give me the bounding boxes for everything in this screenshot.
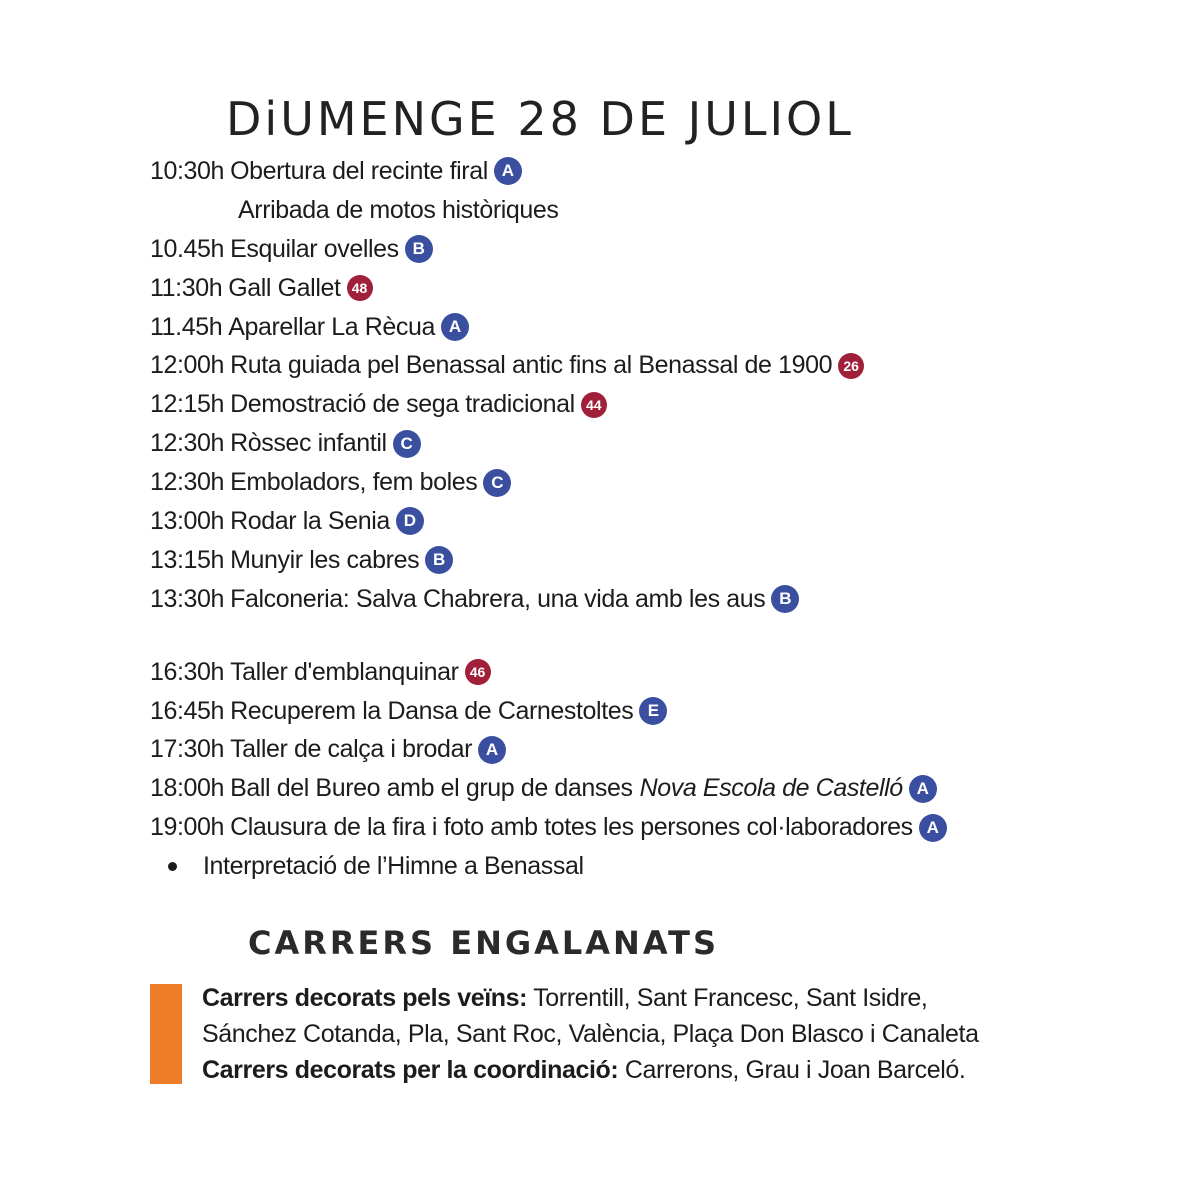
schedule-time: 12:00h bbox=[150, 351, 225, 380]
schedule-activity: Aparellar La Rècua bbox=[228, 312, 436, 341]
schedule-activity: Gall Gallet bbox=[228, 273, 341, 302]
schedule-time: 17:30h bbox=[150, 735, 225, 764]
schedule-row bbox=[150, 346, 1170, 385]
location-badge: A bbox=[919, 814, 947, 842]
decor-line bbox=[202, 1052, 1162, 1088]
schedule-time: 13:00h bbox=[150, 506, 225, 535]
schedule-activity: Esquilar ovelles bbox=[230, 234, 399, 263]
decor-line bbox=[202, 980, 1162, 1016]
schedule-time: 19:00h bbox=[150, 813, 225, 842]
schedule-activity: Ball del Bureo amb el grup de danses bbox=[230, 774, 633, 803]
schedule-row bbox=[150, 152, 1170, 191]
schedule-time: 13:30h bbox=[150, 584, 225, 613]
bullet-text: Interpretació de l’Himne a Benassal bbox=[203, 852, 584, 881]
location-badge: 46 bbox=[465, 659, 491, 685]
location-badge: E bbox=[639, 697, 667, 725]
schedule-time: 16:30h bbox=[150, 657, 225, 686]
schedule-activity: Arribada de motos històriques bbox=[238, 195, 559, 224]
page-title: DiUMENGE 28 DE JULIOL bbox=[226, 92, 854, 146]
coord-label: Carrers decorats per la coordinació: bbox=[202, 1056, 619, 1084]
neighbors-streets: Torrentill, Sant Francesc, Sant Isidre, bbox=[527, 984, 928, 1012]
schedule-row bbox=[150, 385, 1170, 424]
decorated-streets bbox=[202, 980, 1162, 1088]
schedule-row bbox=[150, 230, 1170, 269]
location-badge: A bbox=[909, 775, 937, 803]
schedule-time: 11.45h bbox=[150, 312, 223, 341]
neighbors-label: Carrers decorats pels veïns: bbox=[202, 984, 528, 1012]
schedule-activity: Emboladors, fem boles bbox=[230, 468, 478, 497]
location-badge: B bbox=[405, 235, 433, 263]
bullet-dot-icon bbox=[168, 862, 177, 871]
schedule-row bbox=[150, 308, 1170, 347]
schedule-activity: Demostració de sega tradicional bbox=[230, 390, 575, 419]
location-badge: A bbox=[494, 157, 522, 185]
accent-bar bbox=[150, 984, 182, 1084]
schedule-time: 12:15h bbox=[150, 390, 225, 419]
location-badge: 26 bbox=[838, 353, 864, 379]
schedule-row bbox=[150, 580, 1170, 619]
section-title: CARRERS ENGALANATS bbox=[248, 924, 719, 962]
schedule-row bbox=[150, 191, 1170, 230]
schedule-row bbox=[150, 502, 1170, 541]
schedule-row bbox=[150, 730, 1170, 769]
schedule-activity: Ròssec infantil bbox=[230, 429, 387, 458]
bullet-item bbox=[150, 847, 1170, 886]
coord-streets: Carrerons, Grau i Joan Barceló. bbox=[618, 1056, 966, 1084]
schedule-time: 11:30h bbox=[150, 273, 223, 302]
location-badge: A bbox=[478, 736, 506, 764]
schedule-time: 10:30h bbox=[150, 156, 225, 185]
schedule-row bbox=[150, 769, 1170, 808]
location-badge: D bbox=[396, 507, 424, 535]
location-badge: C bbox=[483, 469, 511, 497]
schedule-time: 13:15h bbox=[150, 545, 225, 574]
location-badge: 44 bbox=[581, 392, 607, 418]
schedule-row bbox=[150, 541, 1170, 580]
schedule-row bbox=[150, 808, 1170, 847]
schedule-time: 16:45h bbox=[150, 696, 225, 725]
schedule-list bbox=[150, 152, 1170, 886]
schedule-activity: Rodar la Senia bbox=[230, 506, 390, 535]
location-badge: B bbox=[425, 546, 453, 574]
schedule-activity: Clausura de la fira i foto amb totes les persones col·laboradores bbox=[230, 813, 913, 842]
location-badge: A bbox=[441, 313, 469, 341]
schedule-activity: Ruta guiada pel Benassal antic fins al Benassal de 1900 bbox=[230, 351, 833, 380]
schedule-activity: Falconeria: Salva Chabrera, una vida amb les aus bbox=[230, 584, 766, 613]
schedule-activity: Taller de calça i brodar bbox=[230, 735, 472, 764]
schedule-time: 12:30h bbox=[150, 429, 225, 458]
location-badge: 48 bbox=[347, 275, 373, 301]
location-badge: C bbox=[393, 430, 421, 458]
decor-line: Sánchez Cotanda, Pla, Sant Roc, València, Plaça Don Blasco i Canaleta bbox=[202, 1020, 979, 1048]
group-name: Nova Escola de Castelló bbox=[639, 774, 903, 803]
schedule-activity: Taller d'emblanquinar bbox=[230, 657, 459, 686]
schedule-activity: Munyir les cabres bbox=[230, 545, 420, 574]
schedule-time: 10.45h bbox=[150, 234, 225, 263]
schedule-activity: Recuperem la Dansa de Carnestoltes bbox=[230, 696, 634, 725]
schedule-row bbox=[150, 424, 1170, 463]
schedule-row bbox=[150, 463, 1170, 502]
schedule-time: 12:30h bbox=[150, 468, 225, 497]
schedule-row bbox=[150, 692, 1170, 731]
schedule-row bbox=[150, 653, 1170, 692]
location-badge: B bbox=[771, 585, 799, 613]
schedule-time: 18:00h bbox=[150, 774, 225, 803]
schedule-activity: Obertura del recinte firal bbox=[230, 156, 488, 185]
schedule-row bbox=[150, 269, 1170, 308]
